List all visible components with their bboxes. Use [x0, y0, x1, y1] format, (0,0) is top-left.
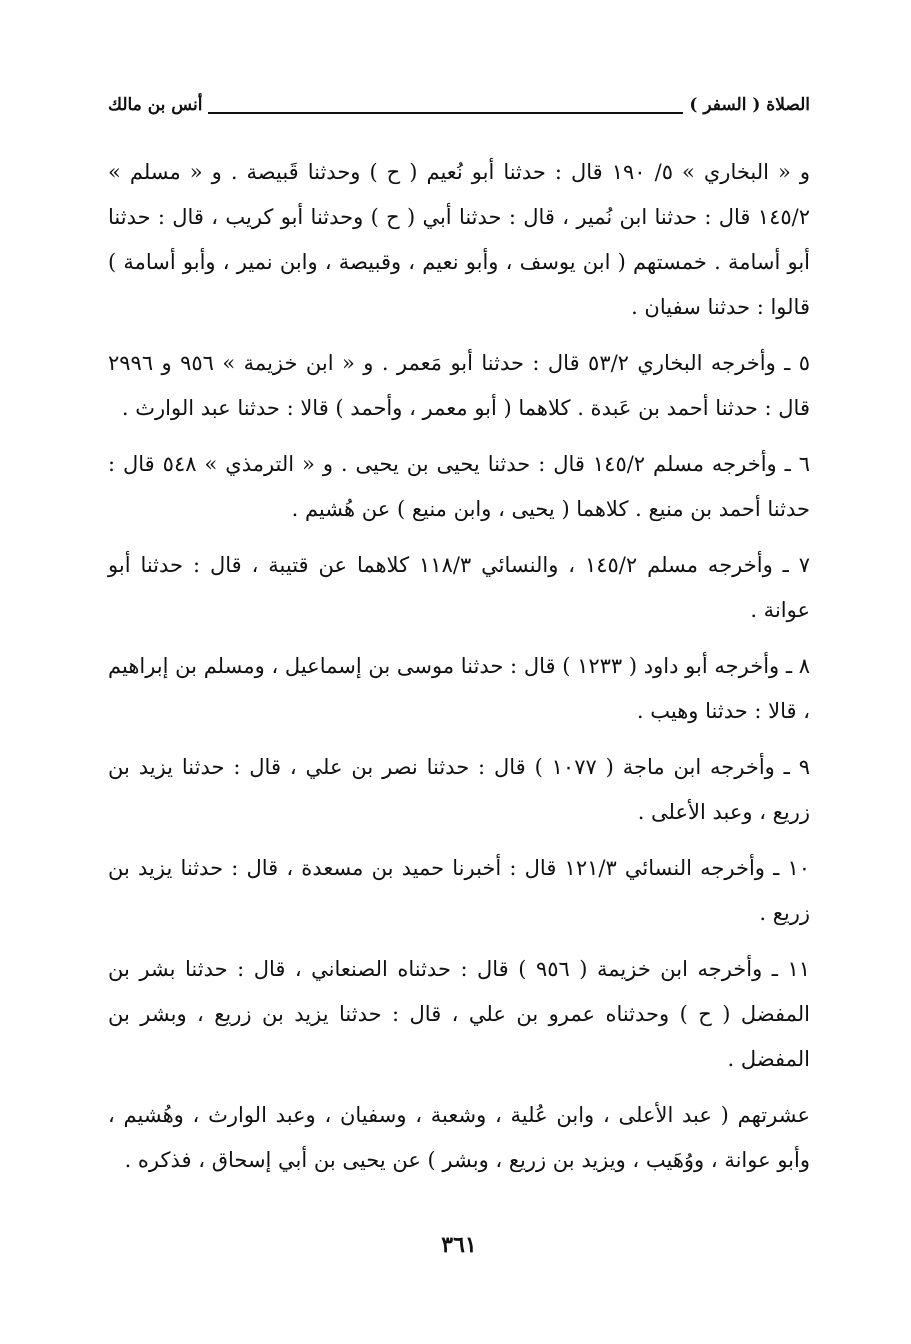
- book-page: [108, 92, 810, 1312]
- page-number: ٣٦١: [441, 1232, 477, 1258]
- paragraph: ٥ ـ وأخرجه البخاري ٥٣/٢ قال : حدثنا أبو مَعمر . و « ابن خزيمة » ٩٥٦ و ٢٩٩٦ قال : حدثنا أحمد بن عَبدة . كلاهما ( أبو معمر ، وأحمد ) قالا : حدثنا عبد الوارث .: [108, 351, 810, 420]
- paragraph: ٨ ـ وأخرجه أبو داود ( ١٢٣٣ ) قال : حدثنا موسى بن إسماعيل ، ومسلم بن إبراهيم ، قالا : حدثنا وهيب .: [108, 654, 810, 723]
- paragraph: عشرتهم ( عبد الأعلى ، وابن عُلية ، وشعبة ، وسفيان ، وعبد الوارث ، وهُشيم ، وأبو عوانة ، ووُهَيب ، ويزيد بن زريع ، وبشر ) عن يحيى بن أبي إسحاق ، فذكره .: [108, 1103, 810, 1172]
- paragraph: ١١ ـ وأخرجه ابن خزيمة ( ٩٥٦ ) قال : حدثناه الصنعاني ، قال : حدثنا بشر بن المفضل ( ح ) وحدثناه عمرو بن علي ، قال : حدثنا يزيد بن زريع ، وبشر بن المفضل .: [108, 957, 810, 1071]
- paragraph: ٦ ـ وأخرجه مسلم ١٤٥/٢ قال : حدثنا يحيى بن يحيى . و « الترمذي » ٥٤٨ قال : حدثنا أحمد بن منيع . كلاهما ( يحيى ، وابن منيع ) عن هُشيم .: [108, 452, 810, 521]
- header-rule: [208, 112, 683, 114]
- header-narrator: أنس بن مالك: [108, 95, 203, 115]
- paragraph: ٩ ـ وأخرجه ابن ماجة ( ١٠٧٧ ) قال : حدثنا نصر بن علي ، قال : حدثنا يزيد بن زريع ، وعبد الأعلى .: [108, 755, 810, 824]
- running-header: [108, 92, 810, 118]
- paragraph: و « البخاري » ٥/ ١٩٠ قال : حدثنا أبو نُعيم ( ح ) وحدثنا قَبيصة . و « مسلم » ١٤٥/٢ قال : حدثنا ابن نُمير ، قال : حدثنا أبي ( ح ) وحدثنا أبو كريب ، قال : حدثنا أبو أسامة . خمستهم ( ابن يوسف ، وأبو نعيم ، وقبيصة ، وابن نمير ، وأبو أسامة ) قالوا : حدثنا سفيان .: [108, 160, 811, 319]
- paragraph: ١٠ ـ وأخرجه النسائي ١٢١/٣ قال : أخبرنا حميد بن مسعدة ، قال : حدثنا يزيد بن زريع .: [108, 856, 810, 925]
- paragraph: ٧ ـ وأخرجه مسلم ١٤٥/٢ ، والنسائي ١١٨/٣ كلاهما عن قتيبة ، قال : حدثنا أبو عوانة .: [108, 553, 810, 622]
- page-body: [108, 150, 810, 1183]
- header-chapter: الصلاة ( السفر ): [689, 95, 810, 115]
